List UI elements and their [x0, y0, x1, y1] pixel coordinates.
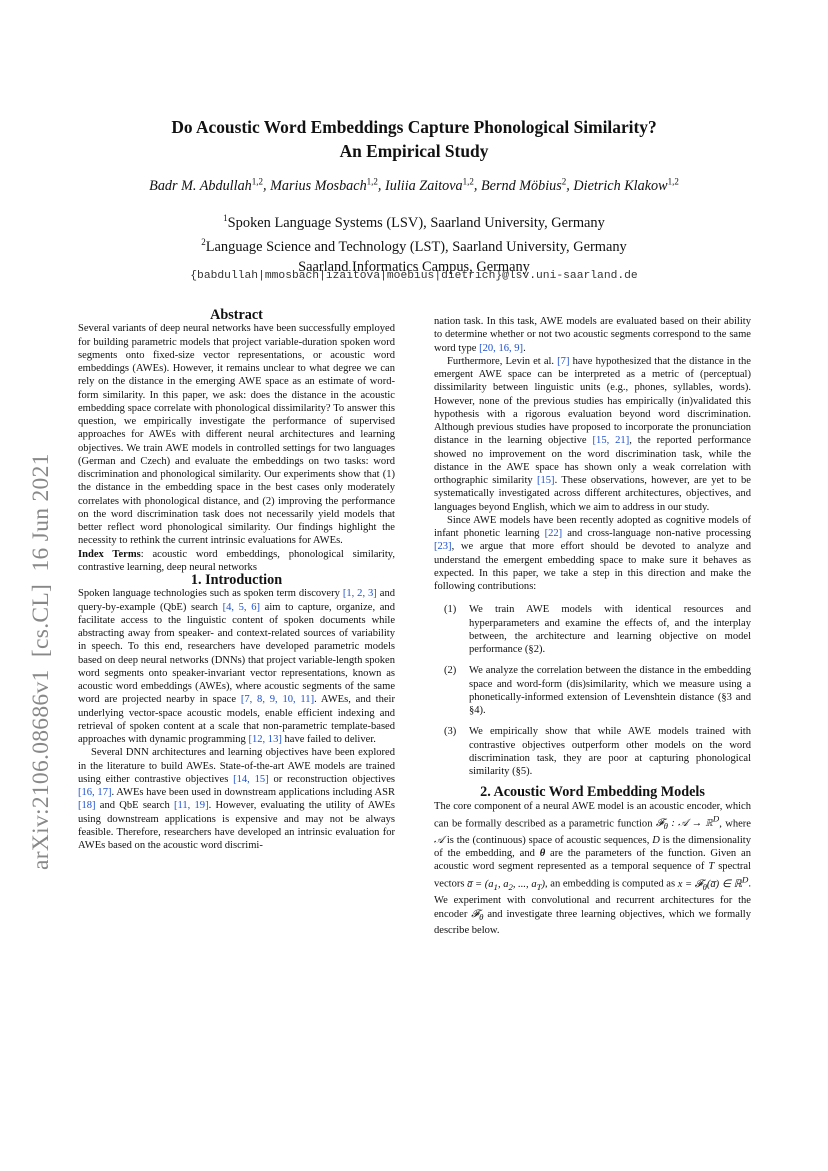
- list-item: (2) We analyze the correlation between the distance in the embedding space and word-form (dis)similarity, which we measure using a phonetically-informed extension of Levenshtein distance (§3 and §4).: [444, 665, 751, 716]
- citation-link[interactable]: [16, 17]: [78, 787, 112, 798]
- title-line-2: An Empirical Study: [339, 141, 489, 161]
- affiliation-1: $^1$Spoken Language Systems (LSV), Saarland University, Germany: [223, 213, 605, 231]
- citation-link[interactable]: [7]: [557, 355, 570, 367]
- citation-link[interactable]: [20, 16, 9]: [479, 342, 524, 354]
- abstract-text: Several variants of deep neural networks have been successfully employed for building parametric models that project variable-duration spoken word segments onto fixed-size vector representations, or acoustic word embeddings (AWEs). However, it remains unclear to what degree we can rely on the distance in the emerging AWE space as an estimate of word-form similarity. In this paper, we ask: does the distance in the acoustic embedding space correlate with phonological dissimilarity? To answer this question, we empirically investigate the performance of supervised approaches for AWEs with different neural architectures and learning objectives. We train AWE models in controlled settings for two languages (German and Czech) and evaluate the embeddings on two tasks: word discrimination and phonological similarity. Our experiments show that (1) the distance in the embedding space in the best cases only moderately correlates with phonological distance, and (2) improving the performance on the word discrimination task does not necessarily yield models that better reflect word phonological similarity. Our findings highlight the necessity to rethink the current intrinsic evaluations for AWEs.: [78, 323, 395, 547]
- citation-link[interactable]: [7, 8, 9, 10, 11]: [240, 694, 315, 706]
- list-item: (1) We train AWE models with identical resources and hyperparameters and examine the effects of, and the interplay between, the architecture and learning objective on model performance (§2).: [444, 604, 751, 655]
- citation-link[interactable]: [11, 19]: [174, 800, 209, 812]
- citation-link[interactable]: [12, 13]: [248, 734, 282, 745]
- intro-paragraph-2: Several DNN architectures and learning objectives have been explored in the literature to build AWEs. State-of-the-art AWE models are trained using either contrastive objectives [14, 15] or reconstruction objectives [16, 17]. AWEs have been used in downstream applications including ASR [18] and QbE search [11, 19]. However, evaluating the utility of AWEs using downstream applications is expensive and may not be always feasible. Therefore, researchers have developed an intrinsic evaluation for AWEs based on the acoustic word discrimi-: [78, 747, 395, 851]
- contributions-list: [434, 603, 751, 778]
- author: Bernd Möbius$^2$: [481, 176, 567, 194]
- right-column: [434, 315, 751, 937]
- author: Badr M. Abdullah$^{1,2}$: [149, 176, 264, 194]
- abstract-heading: Abstract: [210, 307, 263, 323]
- author-list: Badr M. Abdullah$^{1,2}$, Marius Mosbach$^{1,2}$, Iuliia Zaitova$^{1,2}$, Bernd Möbius$^2$, Dietrich Klakow$^{1,2}$: [149, 176, 679, 194]
- citation-link[interactable]: [18]: [78, 800, 96, 812]
- citation-link[interactable]: [15, 21]: [592, 435, 630, 447]
- citation-link[interactable]: [14, 15]: [233, 773, 269, 785]
- intro-paragraph-2-continued: nation task. In this task, AWE models are evaluated based on their ability to determine whether or not two acoustic segments correspond to the same word type [20, 16, 9].: [434, 316, 751, 354]
- arxiv-identifier-stamp: [12, 360, 64, 880]
- author: Marius Mosbach$^{1,2}$: [270, 176, 378, 194]
- list-item: (3) We empirically show that while AWE models trained with contrastive objectives outperform other models on the word discrimination task, they are poor at capturing phonological similarity (§5).: [444, 726, 751, 777]
- affiliation-2: $^2$Language Science and Technology (LST), Saarland University, Germany: [201, 237, 627, 256]
- index-terms: Index Terms: acoustic word embeddings, phonological similarity, contrastive learning, deep neural networks: [78, 548, 395, 573]
- arxiv-id-text: arXiv:2106.08686v1 [cs.CL] 16 Jun 2021: [28, 453, 54, 870]
- citation-link[interactable]: [1, 2, 3]: [342, 588, 377, 600]
- intro-paragraph-3: Furthermore, Levin et al. [7] have hypothesized that the distance in the emergent AWE space can be interpreted as a metric of (perceptual) dissimilarity between linguistic units (e.g., phones, syllables, words). However, none of the previous studies has empirically (in)validated this hypothesis with a rigorous evaluation beyond word discrimination. Although previous studies have proposed to incorporate the pronunciation distance in the learning objective [15, 21], the reported performance showed no improvement on the word discrimination task, while the distance in the AWE space has shown only a weak correlation with orthographic similarity [15]. These observations, however, are yet to be systematically investigated across different architectures, objectives, and languages beyond English, which we aim to address in our study.: [434, 355, 751, 513]
- citation-link[interactable]: [15]: [537, 475, 555, 486]
- author: Iuliia Zaitova$^{1,2}$: [385, 176, 474, 194]
- section-heading-introduction: 1. Introduction: [190, 572, 283, 588]
- affiliations: [0, 209, 828, 277]
- section-heading-awe-models: 2. Acoustic Word Embedding Models: [480, 784, 705, 801]
- intro-paragraph-1: Spoken language technologies such as spoken term discovery [1, 2, 3] and query-by-example (QbE) search [4, 5, 6] aim to capture, organize, and facilitate access to the linguistic content of spoken documents while abstracting away from speaker- and context-related sources of variability in speech. To this end, researchers have developed parametric models based on deep neural networks (DNNs) that project variable-length spoken word segments onto speaker-invariant vector representations, known as acoustic word embeddings (AWEs), where acoustic segments of the same word are projected nearby in space [7, 8, 9, 10, 11]. AWEs, and their underlying vector-space acoustic models, enable efficient indexing and retrieval of spoken content at a scale that non-parametric template-based approaches with dynamic programming [12, 13] have failed to deliver.: [78, 588, 395, 745]
- title-line-1: Do Acoustic Word Embeddings Capture Phonological Similarity?: [171, 117, 657, 137]
- paper-title: [0, 115, 828, 163]
- author: Dietrich Klakow$^{1,2}$: [573, 176, 679, 194]
- citation-link[interactable]: [22]: [544, 528, 563, 539]
- citation-link[interactable]: [23]: [434, 541, 452, 553]
- left-column: [78, 309, 395, 852]
- citation-link[interactable]: [4, 5, 6]: [222, 601, 261, 613]
- affiliation-3: Saarland Informatics Campus, Germany: [298, 258, 530, 275]
- author-emails: {babdullah|mmosbach|izaitova|moebius|dietrich}@lsv.uni-saarland.de: [190, 270, 638, 282]
- awe-paragraph: The core component of a neural AWE model is an acoustic encoder, which can be formally described as a parametric function 𝓕$_\theta$ : 𝒜 → ℝ$^D$, where 𝒜 is the (continuous) space of acoustic sequences, D is the dimensionality of the embedding, and θ are the parameters of the function. Given an acoustic word segment represented as a temporal sequence of T spectral vectors a̅ = ($a_1$, $a_2$, ..., $a_T$), an embedding is computed as x = 𝓕$_\theta$(a̅) ∈ ℝ$^D$. We experiment with convolutional and recurrent architectures for the encoder 𝓕$_\theta$ and investigate three learning objectives, which we formally describe below.: [434, 800, 752, 936]
- intro-paragraph-4: Since AWE models have been recently adopted as cognitive models of infant phonetic learning [22] and cross-language non-native processing [23], we argue that more effort should be devoted to analyze and understand the emergent embedding space to make sure it behaves as expected. In this paper, we take a step in this direction and make the following contributions:: [434, 514, 751, 592]
